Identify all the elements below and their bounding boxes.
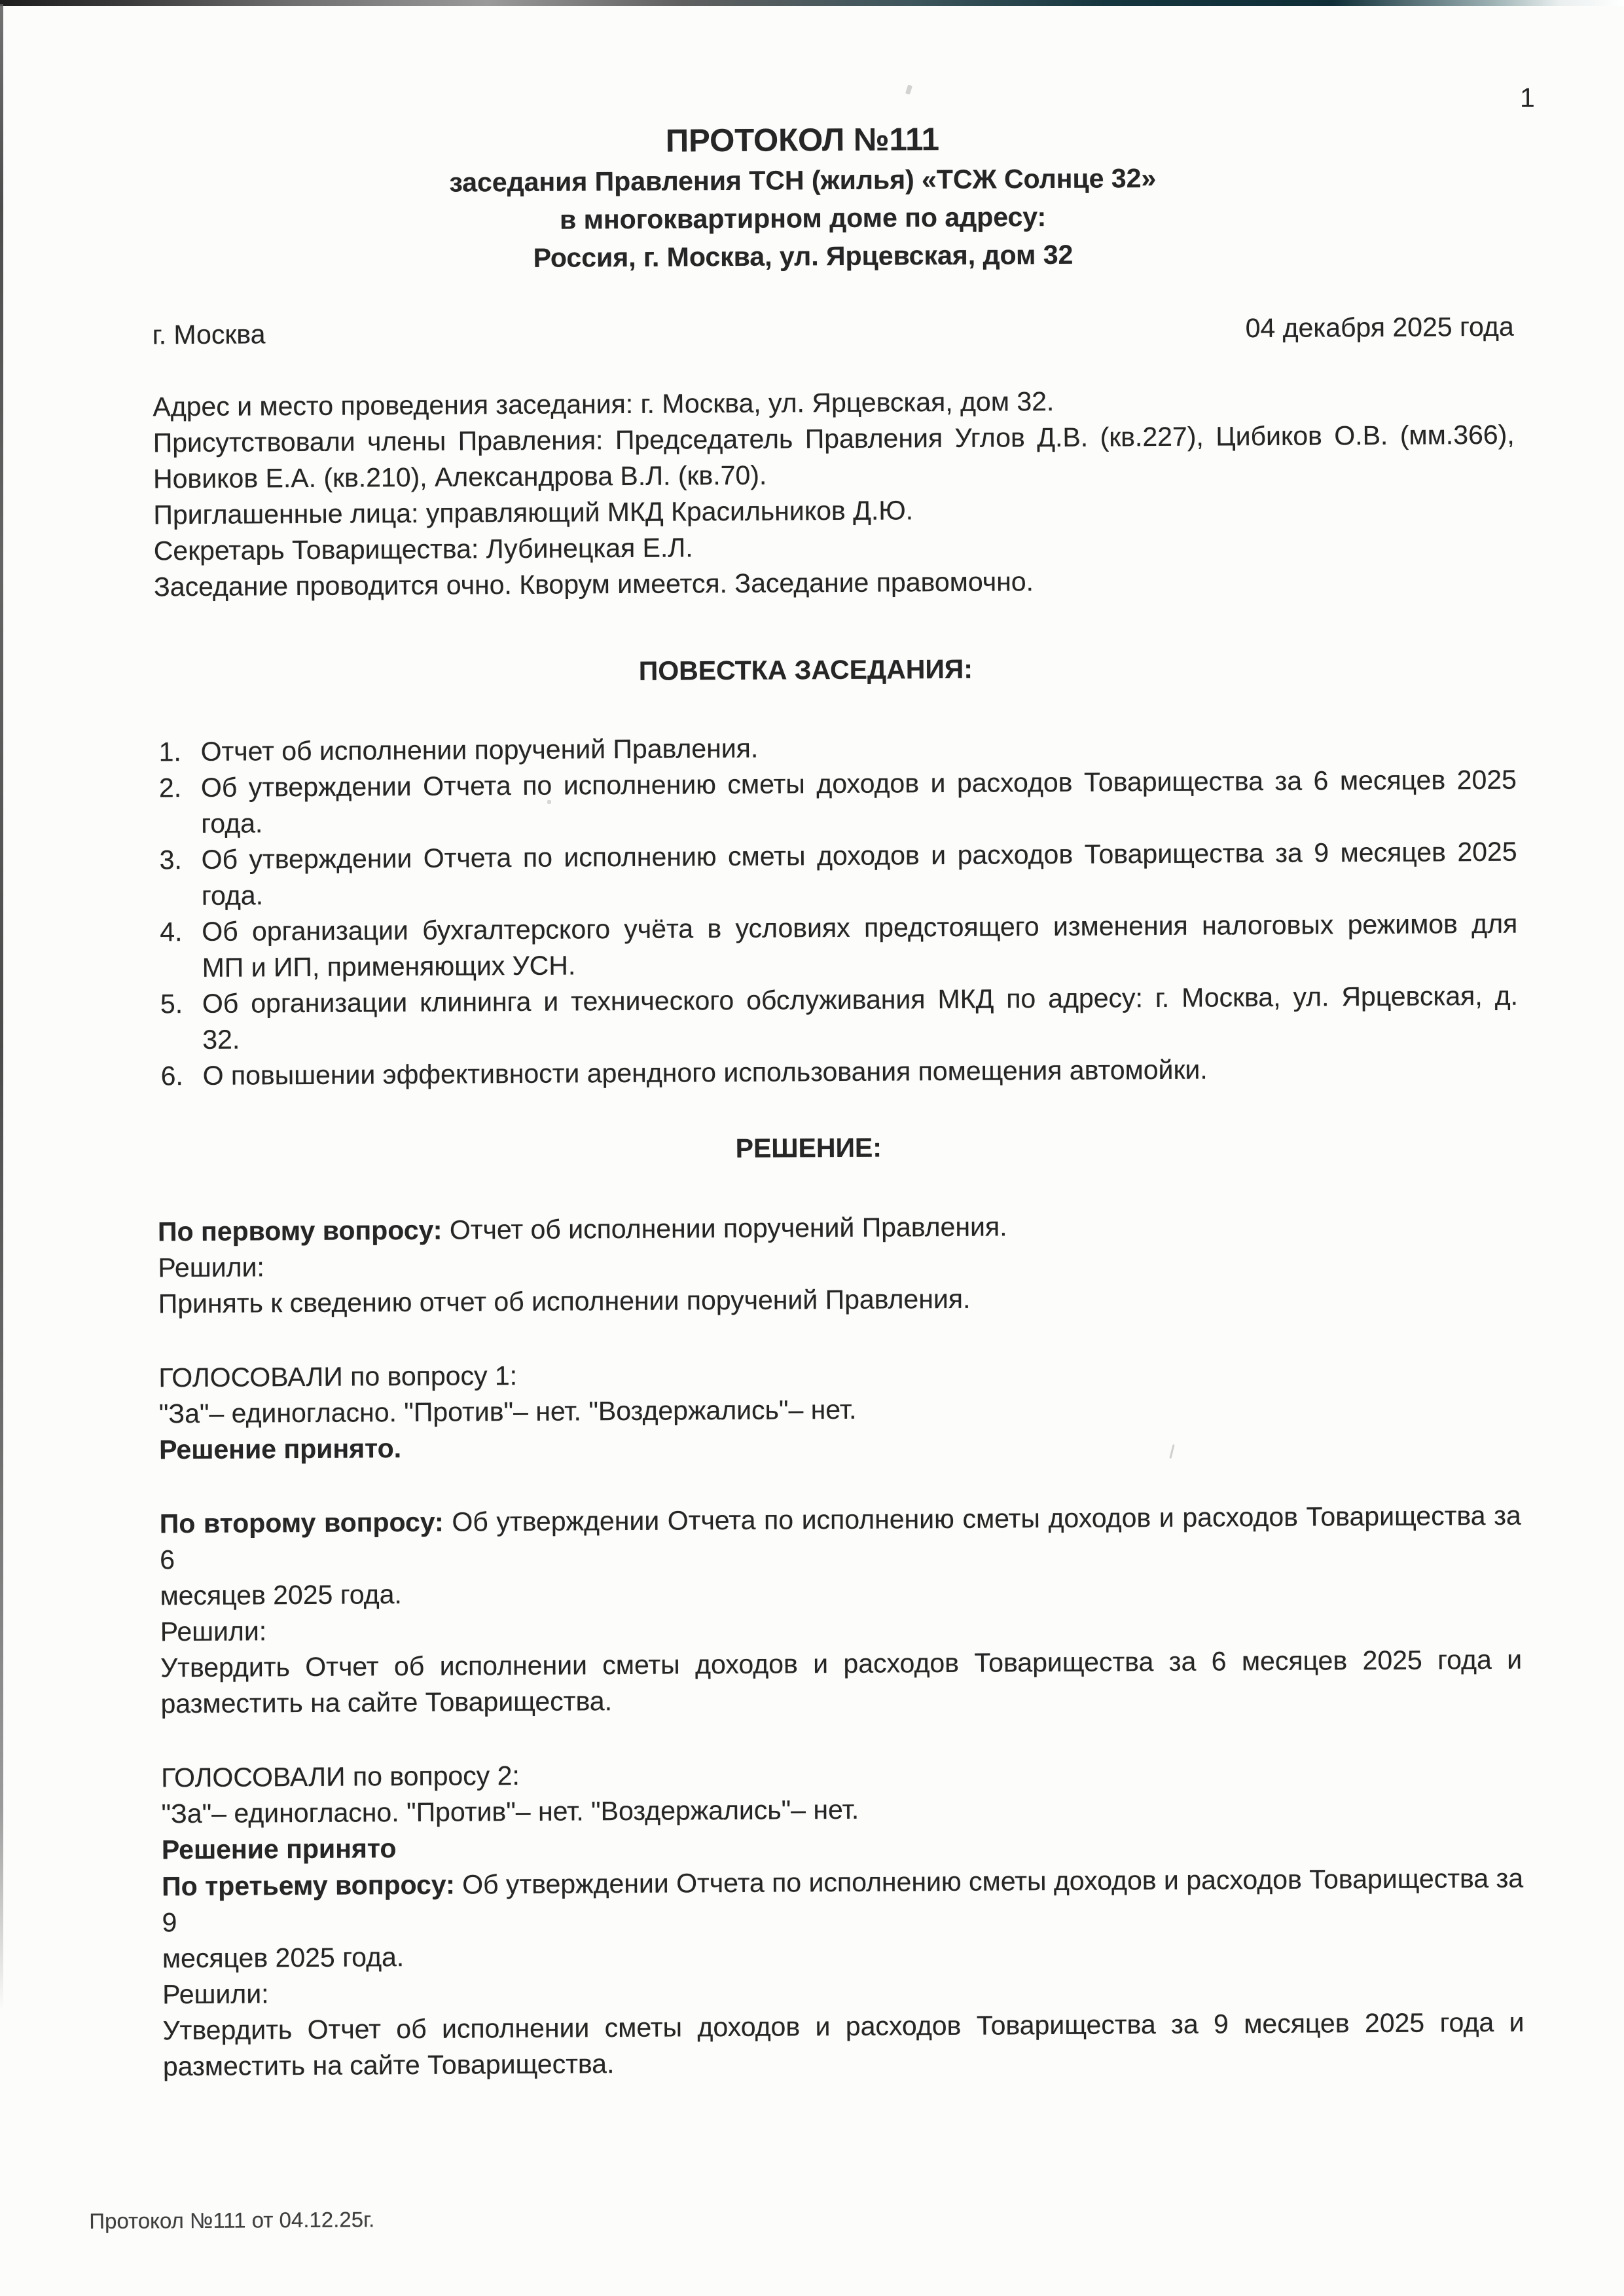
intro-line: Присутствовали члены Правления: Председатель Правления Углов Д.В. (кв.227), Цибиков О.В. (мм.366), bbox=[153, 419, 1515, 458]
question-label: По третьему вопросу: bbox=[162, 1869, 455, 1902]
agenda-item-text bbox=[202, 906, 1518, 986]
question-text-line: Об утверждении Отчета по исполнению сметы доходов и расходов Товарищества за 9 bbox=[162, 1863, 1524, 1938]
agenda-item-text-line: года. bbox=[201, 808, 263, 839]
decision-line: разместить на сайте Товарищества. bbox=[162, 2049, 615, 2082]
agenda-item bbox=[156, 978, 1519, 1059]
agenda-item-text bbox=[202, 978, 1519, 1058]
question-paragraph bbox=[162, 1861, 1524, 1941]
agenda-item-number: 1. bbox=[158, 737, 181, 767]
agenda-item bbox=[155, 834, 1517, 915]
intro-section bbox=[153, 381, 1515, 606]
intro-line: Секретарь Товарищества: Лубинецкая Е.Л. bbox=[153, 532, 693, 566]
page-number: 1 bbox=[1520, 82, 1535, 113]
agenda-item-text bbox=[202, 1050, 1518, 1094]
vote-heading: ГОЛОСОВАЛИ по вопросу 1: bbox=[158, 1360, 518, 1393]
agenda-item bbox=[156, 906, 1518, 987]
agenda-item-number: 2. bbox=[158, 773, 182, 803]
question-label: По второму вопросу: bbox=[159, 1506, 444, 1539]
agenda-item-number: 6. bbox=[160, 1061, 183, 1091]
agenda-item-text-line: Об организации бухгалтерского учёта в условиях предстоящего изменения налоговых режимов для bbox=[202, 908, 1518, 947]
decision-line: Утвердить Отчет об исполнении сметы доходов и расходов Товарищества за 6 месяцев 2025 года и bbox=[160, 1644, 1523, 1683]
agenda-item-number: 3. bbox=[159, 845, 182, 875]
agenda-item-number: 4. bbox=[160, 917, 183, 947]
vote-result: "За"– единогласно. "Против"– нет. "Воздержались"– нет. bbox=[161, 1794, 859, 1829]
agenda-item-text-line: Об утверждении Отчета по исполнению сметы доходов и расходов Товарищества за 9 месяцев 2025 bbox=[201, 836, 1517, 875]
decided-label: Решили: bbox=[160, 1616, 267, 1647]
resolution-block-3 bbox=[162, 1861, 1525, 2085]
agenda-item-text-line: 32. bbox=[202, 1024, 240, 1055]
agenda-item-text-line: Об утверждении Отчета по исполнению сметы доходов и расходов Товарищества за 6 месяцев 2025 bbox=[200, 764, 1517, 803]
decided-label: Решили: bbox=[162, 1978, 269, 2010]
agenda-item-number: 5. bbox=[160, 989, 183, 1019]
city-date-row bbox=[153, 309, 1514, 354]
vote-section bbox=[161, 1752, 1523, 1868]
decision-line: Утвердить Отчет об исполнении сметы доходов и расходов Товарищества за 9 месяцев 2025 года и bbox=[162, 2007, 1525, 2046]
agenda-item-text bbox=[201, 762, 1517, 842]
doc-subtitle-line: Россия, г. Москва, ул. Ярцевская, дом 32 bbox=[533, 239, 1074, 273]
decided-label: Решили: bbox=[158, 1252, 264, 1283]
agenda-item-text-line: МП и ИП, применяющих УСН. bbox=[202, 950, 576, 983]
agenda-item-text-line: Отчет об исполнении поручений Правления. bbox=[200, 733, 759, 767]
intro-line: Новиков Е.А. (кв.210), Александрова В.Л. (кв.70). bbox=[153, 460, 767, 494]
decision-status: Решение принято. bbox=[158, 1433, 402, 1465]
intro-line: Адрес и место проведения заседания: г. Москва, ул. Ярцевская, дом 32. bbox=[153, 386, 1055, 422]
vote-section bbox=[158, 1352, 1521, 1468]
intro-line: Приглашенные лица: управляющий МКД Красильников Д.Ю. bbox=[153, 495, 914, 530]
agenda-item-text bbox=[201, 834, 1517, 914]
question-paragraph bbox=[160, 1498, 1522, 1578]
resolution-block-1 bbox=[158, 1206, 1521, 1468]
question-text-line: Об утверждении Отчета по исполнению сметы доходов и расходов Товарищества за 6 bbox=[160, 1500, 1521, 1575]
vote-heading: ГОЛОСОВАЛИ по вопросу 2: bbox=[161, 1760, 520, 1793]
agenda-item bbox=[156, 1050, 1518, 1095]
agenda-item bbox=[155, 762, 1517, 843]
question-text-line: Отчет об исполнении поручений Правления. bbox=[449, 1211, 1007, 1245]
document-content bbox=[89, 0, 1526, 2296]
doc-subtitle-line: в многоквартирном доме по адресу: bbox=[559, 202, 1047, 235]
agenda-item-text-line: года. bbox=[201, 880, 264, 911]
doc-title: ПРОТОКОЛ №111 bbox=[665, 122, 940, 159]
page-footer: Протокол №111 от 04.12.25г. bbox=[89, 2207, 375, 2234]
agenda-item-text-line: Об организации клининга и технического обслуживания МКД по адресу: г. Москва, ул. Ярцевская, д. bbox=[202, 980, 1519, 1019]
question-text-line: месяцев 2025 года. bbox=[162, 1942, 405, 1974]
agenda-item-text-line: О повышении эффективности арендного использования помещения автомойки. bbox=[202, 1054, 1208, 1091]
resolution-heading: РЕШЕНИЕ: bbox=[735, 1132, 882, 1163]
resolution-block-2 bbox=[160, 1498, 1523, 1868]
intro-line: Заседание проводится очно. Кворум имеется. Заседание правомочно. bbox=[153, 566, 1034, 602]
vote-result: "За"– единогласно. "Против"– нет. "Воздержались"– нет. bbox=[158, 1394, 857, 1429]
agenda-heading: ПОВЕСТКА ЗАСЕДАНИЯ: bbox=[638, 653, 973, 686]
scan-left-edge-artifact bbox=[0, 4, 3, 2011]
title-block bbox=[151, 115, 1513, 280]
decision-line: разместить на сайте Товарищества. bbox=[160, 1686, 613, 1719]
doc-subtitle-line: заседания Правления ТСН (жилья) «ТСЖ Солнце 32» bbox=[449, 163, 1157, 198]
city-label: г. Москва bbox=[152, 319, 266, 350]
date-label: 04 декабря 2025 года bbox=[1245, 311, 1514, 344]
agenda-list bbox=[154, 726, 1518, 1095]
question-label: По первому вопросу: bbox=[157, 1214, 442, 1247]
decision-status: Решение принято bbox=[161, 1833, 397, 1865]
decision-line: Принять к сведению отчет об исполнении поручений Правления. bbox=[158, 1283, 971, 1319]
question-text-line: месяцев 2025 года. bbox=[160, 1579, 402, 1611]
